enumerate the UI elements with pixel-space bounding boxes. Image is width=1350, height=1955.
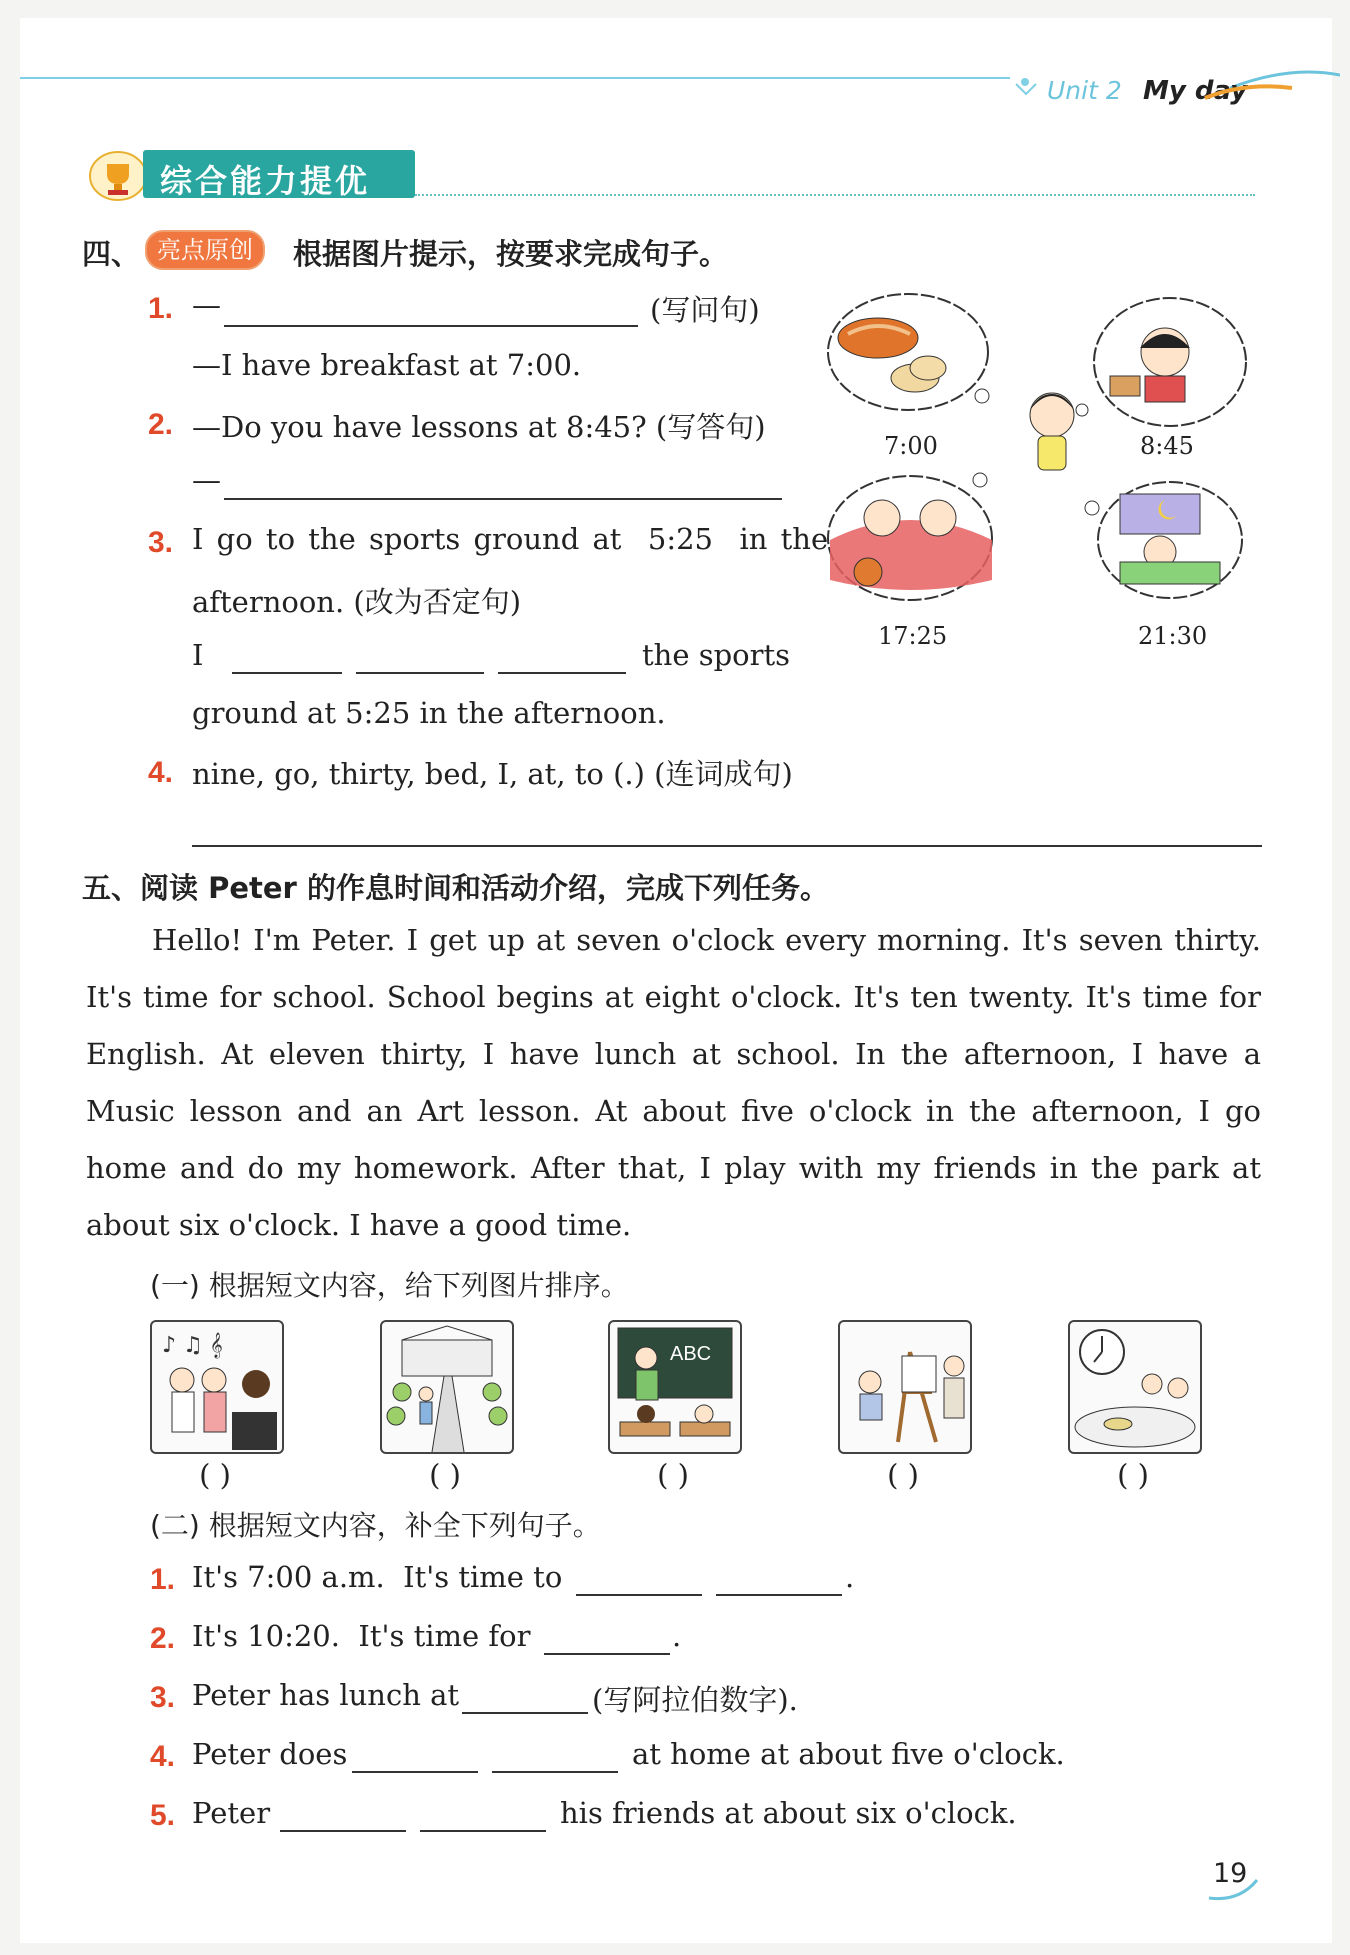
- section5-heading: 五、阅读 Peter 的作息时间和活动介绍，完成下列任务。: [82, 871, 829, 905]
- picture-lunch-clock: [1068, 1320, 1202, 1454]
- q3-subject: I: [192, 638, 204, 672]
- t2-item4-text: Peter does: [192, 1737, 348, 1771]
- order-answer-2[interactable]: ( ): [429, 1458, 461, 1492]
- board-text: ABC: [670, 1343, 712, 1365]
- time-label-bed: 21:30: [1138, 622, 1208, 650]
- picture-music-lesson: [150, 1320, 284, 1454]
- q3-line2: afternoon. (改为否定句): [192, 585, 522, 619]
- order-answer-4[interactable]: ( ): [887, 1458, 919, 1492]
- q2-dash: —: [192, 463, 221, 497]
- order-answer-5[interactable]: ( ): [1117, 1458, 1149, 1492]
- q4-text: nine, go, thirty, bed, I, at, to (.) (连词成句): [192, 757, 793, 791]
- banner-title: 综合能力提优: [160, 162, 371, 200]
- time-label-breakfast: 7:00: [884, 432, 938, 460]
- order-answer-3[interactable]: ( ): [657, 1458, 689, 1492]
- t2-item5-blank-1[interactable]: [280, 1830, 406, 1832]
- t2-item5-end: his friends at about six o'clock.: [560, 1796, 1017, 1830]
- t2-item2-end: .: [672, 1619, 682, 1653]
- q3-blank-3[interactable]: [498, 672, 626, 674]
- q2-text: —Do you have lessons at 8:45? (写答句): [192, 410, 766, 444]
- t2-item2-text: It's 10:20. It's time for: [192, 1619, 531, 1653]
- order-answer-1[interactable]: ( ): [199, 1458, 231, 1492]
- t2-item1-end: .: [845, 1560, 855, 1594]
- section4-number: 四、: [82, 237, 141, 271]
- t2-item4-end: at home at about five o'clock.: [632, 1737, 1065, 1771]
- daily-routine-illustration: [820, 290, 1260, 670]
- q1-number: 1.: [148, 292, 174, 325]
- t2-item1-blank-2[interactable]: [716, 1594, 842, 1596]
- t2-item4-blank-1[interactable]: [352, 1771, 478, 1773]
- q2-answer-blank[interactable]: [224, 498, 782, 500]
- banner-divider: [415, 194, 1255, 196]
- breakfast-bubble: [828, 294, 989, 410]
- unit-title: My day: [1143, 76, 1248, 106]
- q1-hint: (写问句): [650, 293, 760, 327]
- t2-item3-blank[interactable]: [462, 1712, 588, 1714]
- bedtime-bubble: [1085, 482, 1242, 598]
- t2-item3-number: 3.: [150, 1681, 176, 1714]
- reading-passage: Hello! I'm Peter. I get up at seven o'clock every morning. It's seven thirty. It's time for school. School begins at eight o'clock. It's ten twenty. It's time for English. At eleven thirty, I have lunch at school. In the afternoon, I have a Music lesson and an Art lesson. At about five o'clock in the afternoon, I go home and do my homework. After that, I play with my friends in the park at about six o'clock. I have a good time.: [86, 923, 1261, 1242]
- page-number: 19: [1213, 1858, 1248, 1889]
- q3-tail: the sports: [642, 638, 791, 672]
- t2-item1-blank-1[interactable]: [576, 1594, 702, 1596]
- t2-item1-text: It's 7:00 a.m. It's time to: [192, 1560, 563, 1594]
- trophy-icon: [88, 150, 148, 202]
- q3-blank-1[interactable]: [232, 672, 342, 674]
- section4-instruction: 根据图片提示，按要求完成句子。: [293, 237, 729, 271]
- t2-item1-number: 1.: [150, 1563, 176, 1596]
- unit-label: Unit 2: [1047, 76, 1122, 105]
- t2-item2-blank[interactable]: [544, 1653, 670, 1655]
- svg-text:♪ ♫ 𝄞: ♪ ♫ 𝄞: [162, 1333, 223, 1358]
- picture-art-lesson: [838, 1320, 972, 1454]
- t2-item5-text: Peter: [192, 1796, 271, 1830]
- q2-number: 2.: [148, 408, 174, 441]
- q3-blank-2[interactable]: [356, 672, 484, 674]
- q3-line4: ground at 5:25 in the afternoon.: [192, 696, 666, 730]
- t2-item3-text: Peter has lunch at: [192, 1678, 460, 1712]
- q3-number: 3.: [148, 526, 174, 559]
- sports-bubble: [828, 473, 992, 600]
- girl-figure: [1030, 393, 1074, 470]
- t2-item2-number: 2.: [150, 1622, 176, 1655]
- time-label-sports: 17:25: [878, 622, 948, 650]
- task2-title: (二) 根据短文内容，补全下列句子。: [150, 1509, 601, 1542]
- task1-title: (一) 根据短文内容，给下列图片排序。: [150, 1269, 629, 1302]
- q4-number: 4.: [148, 756, 174, 789]
- t2-item5-number: 5.: [150, 1799, 176, 1832]
- time-label-lessons: 8:45: [1140, 432, 1194, 460]
- t2-item3-end: (写阿拉伯数字).: [592, 1683, 798, 1717]
- swoosh-decoration: [1200, 80, 1300, 104]
- picture-english-class: [608, 1320, 742, 1454]
- page-number-swoosh: [1205, 1860, 1265, 1904]
- q1-answer-line: —I have breakfast at 7:00.: [192, 348, 582, 382]
- q3-line1: I go to the sports ground at 5:25 in the: [192, 522, 829, 556]
- q4-answer-blank[interactable]: [192, 845, 1262, 847]
- header-line: [20, 60, 1340, 110]
- q1-prefix: —: [192, 288, 221, 322]
- q1-answer-blank[interactable]: [224, 325, 638, 327]
- t2-item4-blank-2[interactable]: [492, 1771, 618, 1773]
- t2-item4-number: 4.: [150, 1740, 176, 1773]
- picture-school: [380, 1320, 514, 1454]
- lesson-bubble: [1076, 298, 1246, 426]
- t2-item5-blank-2[interactable]: [420, 1830, 546, 1832]
- original-badge: 亮点原创: [145, 230, 265, 270]
